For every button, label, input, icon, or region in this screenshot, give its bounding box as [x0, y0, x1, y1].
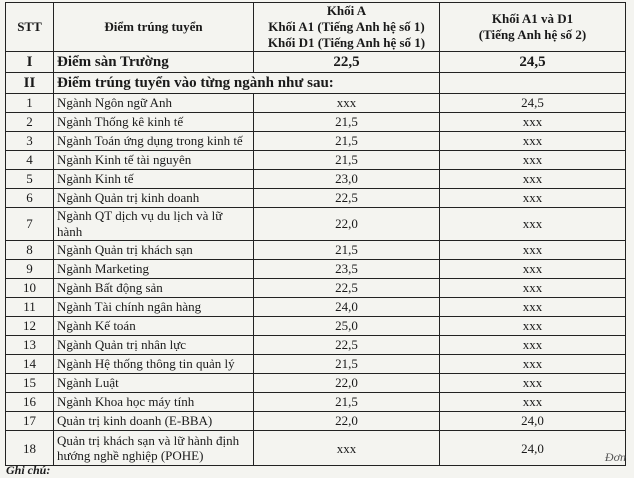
row-score-d: xxx	[440, 208, 626, 241]
header-stt: STT	[6, 3, 54, 52]
table-row	[6, 431, 626, 466]
header-col-a-line1: Khối A	[326, 3, 367, 18]
table-row	[6, 189, 626, 208]
table-row	[6, 260, 626, 279]
row-score-a: xxx	[254, 431, 440, 466]
row-score-d: xxx	[440, 170, 626, 189]
row-name: Ngành Quản trị khách sạn	[54, 241, 254, 260]
row-score-d: xxx	[440, 374, 626, 393]
row-name-line1: Quản trị khách sạn và lữ hành định	[57, 433, 240, 448]
row-name: Ngành Thống kê kinh tế	[54, 113, 254, 132]
row-score-a: 21,5	[254, 355, 440, 374]
row-stt: 11	[6, 298, 54, 317]
row-name: Ngành Tài chính ngân hàng	[54, 298, 254, 317]
table-row	[6, 208, 626, 241]
table-row	[6, 317, 626, 336]
row-score-a: 21,5	[254, 132, 440, 151]
row-name: Ngành Quản trị nhân lực	[54, 336, 254, 355]
row-stt: 3	[6, 132, 54, 151]
row-stt: 4	[6, 151, 54, 170]
footer-note: Ghi chú:	[6, 463, 51, 477]
section-2-name: Điểm trúng tuyển vào từng ngành như sau:	[54, 73, 440, 94]
row-stt: 15	[6, 374, 54, 393]
row-name: Ngành QT dịch vụ du lịch và lữ hành	[54, 208, 254, 241]
row-score-d: xxx	[440, 336, 626, 355]
admission-score-table	[5, 2, 626, 466]
table-header-row	[6, 3, 626, 52]
header-col-d-line2: (Tiếng Anh hệ số 2)	[478, 27, 587, 42]
row-score-d: xxx	[440, 241, 626, 260]
section-1-name: Điểm sàn Trường	[54, 52, 254, 73]
row-score-a: 21,5	[254, 113, 440, 132]
row-score-a: 22,5	[254, 189, 440, 208]
table-row	[6, 336, 626, 355]
table-row	[6, 151, 626, 170]
row-name: Ngành Hệ thống thông tin quản lý	[54, 355, 254, 374]
row-name: Ngành Luật	[54, 374, 254, 393]
row-name-line2: hướng nghề nghiệp (POHE)	[57, 448, 204, 463]
header-col-a-line2: Khối A1 (Tiếng Anh hệ số 1)	[268, 19, 425, 34]
header-col-d	[440, 3, 626, 52]
row-stt: 7	[6, 208, 54, 241]
row-stt: 2	[6, 113, 54, 132]
row-stt: 10	[6, 279, 54, 298]
row-stt: 18	[6, 431, 54, 466]
row-stt: 17	[6, 412, 54, 431]
row-name: Quản trị kinh doanh (E-BBA)	[54, 412, 254, 431]
signature: Đơn	[604, 450, 626, 464]
section-1-score-d: 24,5	[440, 52, 626, 73]
section-1-row	[6, 52, 626, 73]
row-name: Ngành Quản trị kinh doanh	[54, 189, 254, 208]
row-name: Ngành Bất động sản	[54, 279, 254, 298]
table-row	[6, 374, 626, 393]
row-stt: 16	[6, 393, 54, 412]
row-score-d: xxx	[440, 279, 626, 298]
row-score-a: 22,0	[254, 374, 440, 393]
header-col-d-line1: Khối A1 và D1	[491, 11, 574, 26]
row-name: Ngành Marketing	[54, 260, 254, 279]
header-col-a-line3: Khối D1 (Tiếng Anh hệ số 1)	[267, 35, 426, 50]
row-score-a: 24,0	[254, 298, 440, 317]
table-row	[6, 170, 626, 189]
header-name: Điểm trúng tuyển	[54, 3, 254, 52]
row-name: Ngành Toán ứng dụng trong kinh tế	[54, 132, 254, 151]
header-col-a	[254, 3, 440, 52]
row-name: Ngành Kinh tế	[54, 170, 254, 189]
row-score-d: xxx	[440, 113, 626, 132]
row-score-d: xxx	[440, 317, 626, 336]
section-2-stt: II	[6, 73, 54, 94]
row-name: Ngành Khoa học máy tính	[54, 393, 254, 412]
table-row	[6, 113, 626, 132]
section-2-row	[6, 73, 626, 94]
row-score-d: xxx	[440, 151, 626, 170]
row-score-a: 22,5	[254, 336, 440, 355]
row-name: Ngành Kinh tế tài nguyên	[54, 151, 254, 170]
row-score-d: xxx	[440, 189, 626, 208]
table-row	[6, 241, 626, 260]
row-stt: 6	[6, 189, 54, 208]
table-row	[6, 132, 626, 151]
row-stt: 8	[6, 241, 54, 260]
row-score-a: 22,0	[254, 412, 440, 431]
table-row	[6, 412, 626, 431]
row-name: Ngành Ngôn ngữ Anh	[54, 94, 254, 113]
row-score-a: xxx	[254, 94, 440, 113]
row-stt: 5	[6, 170, 54, 189]
row-score-d: xxx	[440, 355, 626, 374]
row-score-d: xxx	[440, 298, 626, 317]
row-score-d: xxx	[440, 260, 626, 279]
row-name: Ngành Kế toán	[54, 317, 254, 336]
row-stt: 1	[6, 94, 54, 113]
row-name	[54, 431, 254, 466]
row-score-d: xxx	[440, 393, 626, 412]
table-row	[6, 298, 626, 317]
row-score-a: 23,5	[254, 260, 440, 279]
row-score-a: 21,5	[254, 393, 440, 412]
row-score-a: 22,0	[254, 208, 440, 241]
table-row	[6, 94, 626, 113]
row-score-a: 25,0	[254, 317, 440, 336]
table-row	[6, 279, 626, 298]
row-stt: 13	[6, 336, 54, 355]
section-2-empty	[440, 73, 626, 94]
section-1-stt: I	[6, 52, 54, 73]
row-stt: 14	[6, 355, 54, 374]
table-row	[6, 355, 626, 374]
row-score-a: 22,5	[254, 279, 440, 298]
section-1-score-a: 22,5	[254, 52, 440, 73]
row-score-d: 24,5	[440, 94, 626, 113]
table-row	[6, 393, 626, 412]
row-score-d: 24,0	[440, 431, 626, 466]
row-score-d: 24,0	[440, 412, 626, 431]
row-score-d: xxx	[440, 132, 626, 151]
row-stt: 9	[6, 260, 54, 279]
row-score-a: 21,5	[254, 151, 440, 170]
row-score-a: 21,5	[254, 241, 440, 260]
row-score-a: 23,0	[254, 170, 440, 189]
row-stt: 12	[6, 317, 54, 336]
